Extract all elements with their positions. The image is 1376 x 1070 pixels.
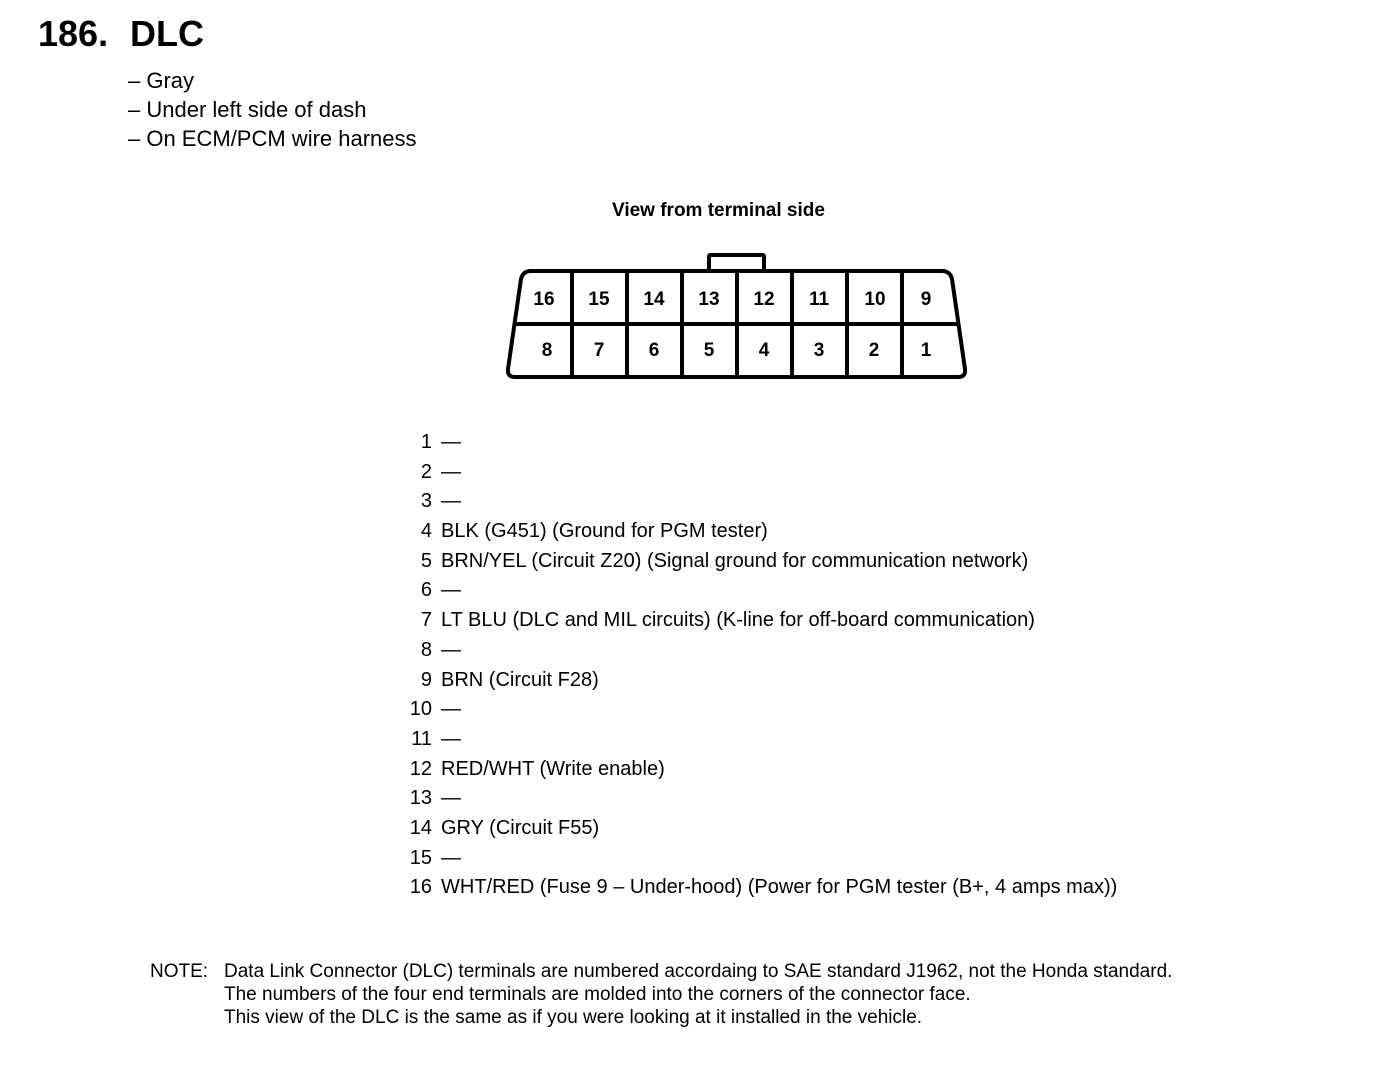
terminal-7: 7: [593, 340, 605, 361]
note-line: Data Link Connector (DLC) terminals are numbered accordaing to SAE standard J1962, not the Honda standard.: [224, 961, 1173, 982]
pin-number: 5: [420, 549, 432, 572]
pin-number: 12: [409, 757, 432, 780]
pin-number: 4: [420, 520, 432, 543]
pin-row: [400, 666, 1117, 696]
terminal-15: 15: [588, 289, 610, 310]
pin-row: [400, 725, 1117, 755]
pin-description: WHT/RED (Fuse 9 – Under-hood) (Power for PGM tester (B+, 4 amps max)): [441, 876, 1118, 899]
pin-number: 14: [409, 816, 432, 839]
pin-description: —: [441, 490, 461, 513]
pin-row: [400, 844, 1117, 874]
terminal-4: 4: [758, 340, 770, 361]
connector-latch: [709, 255, 764, 271]
dlc-connector-diagram: [500, 250, 980, 385]
pin-description: —: [441, 698, 461, 721]
pin-description: BLK (G451) (Ground for PGM tester): [441, 520, 768, 543]
pin-description: —: [441, 579, 461, 602]
detail-harness: – On ECM/PCM wire harness: [128, 126, 417, 151]
pin-row: [400, 695, 1117, 725]
pin-description: GRY (Circuit F55): [441, 816, 600, 839]
pin-description: —: [441, 431, 461, 453]
page-title: [38, 12, 204, 56]
terminal-6: 6: [648, 340, 660, 361]
pin-number: 7: [420, 609, 432, 632]
pin-description: —: [441, 787, 461, 810]
pin-number: 11: [411, 727, 432, 750]
pin-number: 8: [420, 638, 432, 661]
terminal-3: 3: [813, 340, 825, 361]
pin-row: [400, 606, 1117, 636]
terminal-1: 1: [920, 340, 932, 361]
pin-row: [400, 755, 1117, 785]
pin-number: 2: [420, 460, 432, 483]
pin-description: BRN/YEL (Circuit Z20) (Signal ground for communication network): [441, 549, 1029, 572]
pin-row: [400, 873, 1117, 903]
pin-number: 3: [420, 490, 432, 513]
note-line: The numbers of the four end terminals are molded into the corners of the connector face.: [224, 984, 971, 1005]
terminal-16: 16: [533, 289, 555, 310]
pin-row: [400, 517, 1117, 547]
connector-details: [128, 66, 417, 153]
pin-description: —: [441, 727, 461, 750]
terminal-8: 8: [541, 340, 553, 361]
pin-row: [400, 487, 1117, 517]
pin-number: 16: [409, 876, 432, 899]
terminal-5: 5: [703, 340, 715, 361]
note-label: NOTE:: [150, 961, 209, 982]
terminal-14: 14: [643, 289, 665, 310]
pin-number: 9: [420, 668, 432, 691]
terminal-9: 9: [920, 289, 932, 310]
pin-description: RED/WHT (Write enable): [441, 757, 665, 780]
pin-row: [400, 458, 1117, 488]
pin-number: 6: [420, 579, 432, 602]
terminal-11: 11: [808, 289, 830, 310]
pin-description: —: [441, 460, 461, 483]
pin-list: [400, 428, 1117, 903]
pin-row: [400, 814, 1117, 844]
pin-description: LT BLU (DLC and MIL circuits) (K-line for off-board communication): [441, 609, 1035, 632]
section-name: DLC: [130, 13, 204, 54]
pin-description: BRN (Circuit F28): [441, 668, 599, 691]
pin-number: 15: [409, 846, 432, 869]
pin-row: [400, 784, 1117, 814]
section-number: 186.: [38, 13, 109, 54]
terminal-12: 12: [753, 289, 775, 310]
detail-color: – Gray: [128, 68, 195, 93]
terminal-13: 13: [698, 289, 720, 310]
pin-description: —: [441, 846, 461, 869]
terminal-2: 2: [868, 340, 880, 361]
pin-number: 13: [409, 787, 432, 810]
pin-row: [400, 547, 1117, 577]
pin-row: [400, 636, 1117, 666]
pin-row: [400, 576, 1117, 606]
pin-number: 10: [409, 698, 432, 721]
pin-row: [400, 428, 1117, 458]
pin-description: —: [441, 638, 461, 661]
view-label: View from terminal side: [612, 200, 825, 221]
pin-number: 1: [420, 431, 432, 453]
terminal-10: 10: [864, 289, 886, 310]
note-line: This view of the DLC is the same as if you were looking at it installed in the vehicle.: [224, 1007, 923, 1028]
detail-location: – Under left side of dash: [128, 97, 367, 122]
